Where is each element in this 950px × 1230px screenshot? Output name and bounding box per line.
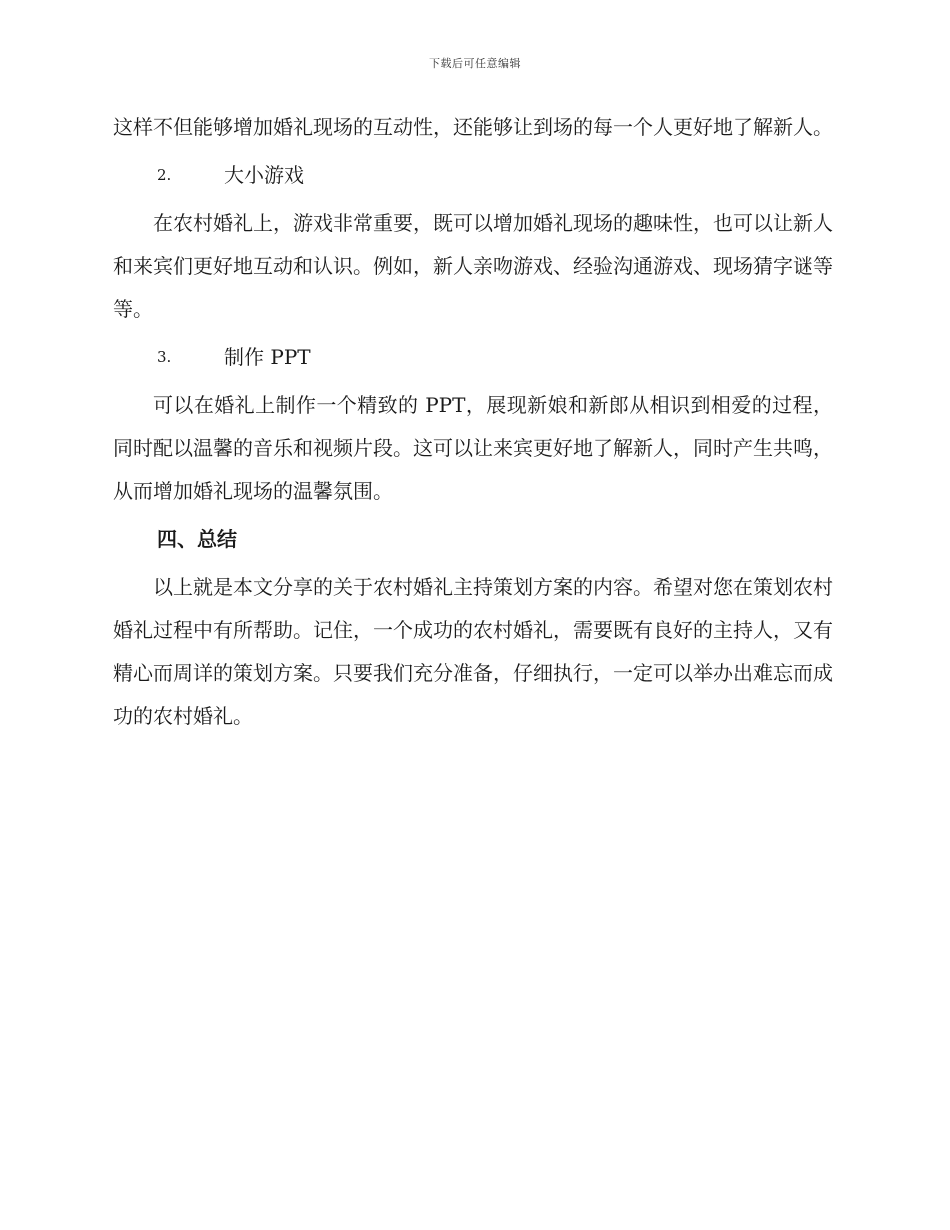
list-item-number: 3. bbox=[157, 348, 172, 366]
list-item-number: 2. bbox=[157, 166, 172, 184]
paragraph-continuation: 这样不但能够增加婚礼现场的互动性，还能够让到场的每一个人更好地了解新人。 bbox=[113, 115, 833, 139]
list-item-title: 制作 PPT bbox=[224, 345, 311, 369]
paragraph-summary: 以上就是本文分享的关于农村婚礼主持策划方案的内容。希望对您在策划农村婚礼过程中有所帮助。记住，一个成功的农村婚礼，需要既有良好的主持人，又有精心而周详的策划方案。只要我们充分准备，仔细执行，一定可以举办出难忘而成功的农村婚礼。 bbox=[113, 575, 833, 728]
list-item-ppt bbox=[113, 336, 833, 379]
section-heading-summary: 四、总结 bbox=[157, 527, 237, 551]
paragraph-games: 在农村婚礼上，游戏非常重要，既可以增加婚礼现场的趣味性，也可以让新人和来宾们更好地互动和认识。例如，新人亲吻游戏、经验沟通游戏、现场猜字谜等等。 bbox=[113, 211, 833, 321]
paragraph-ppt: 可以在婚礼上制作一个精致的 PPT，展现新娘和新郎从相识到相爱的过程，同时配以温馨的音乐和视频片段。这可以让来宾更好地了解新人，同时产生共鸣，从而增加婚礼现场的温馨氛围。 bbox=[113, 393, 833, 503]
document-body bbox=[113, 106, 833, 738]
page-header: 下载后可任意编辑 bbox=[429, 57, 521, 70]
list-item-games bbox=[113, 154, 833, 197]
list-item-title: 大小游戏 bbox=[224, 163, 304, 187]
